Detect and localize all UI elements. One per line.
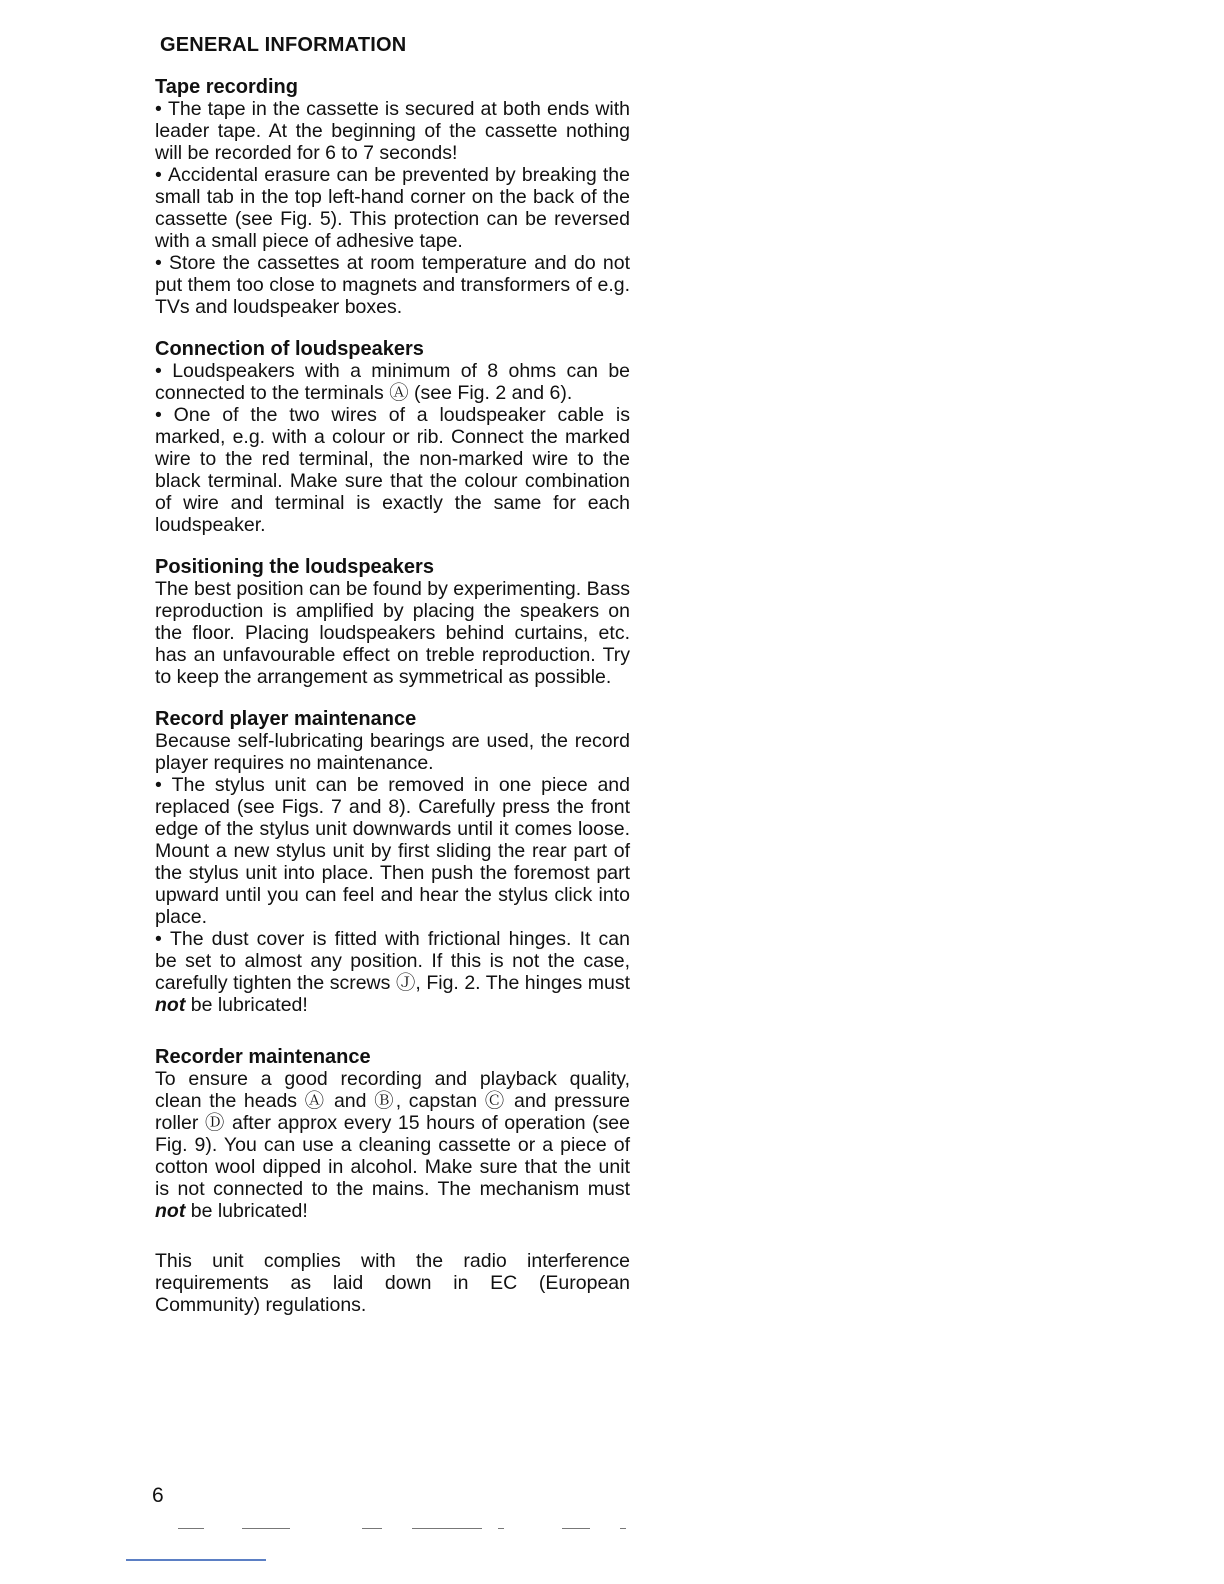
page-number: 6 bbox=[152, 1484, 164, 1507]
emphasis-not: not bbox=[155, 1200, 186, 1222]
section-record-player bbox=[155, 708, 630, 1016]
footer-rule bbox=[126, 1559, 266, 1561]
section-tape-recording bbox=[155, 76, 630, 318]
page-title: GENERAL INFORMATION bbox=[160, 34, 407, 56]
scan-artifact bbox=[178, 1528, 204, 1529]
section-compliance bbox=[155, 1250, 630, 1316]
positioning-text: The best position can be found by experimenting. Bass reproduction is amplified by placing the speakers on the floor. Placing loudspeakers behind curtains, etc. has an unfavourable effect on treble reproduction. Try to keep the arrangement as symmetrical as possible. bbox=[155, 578, 630, 688]
tape-bullet-2: • Accidental erasure can be prevented by breaking the small tab in the top left-hand corner on the back of the cassette (see Fig. 5). This protection can be reversed with a small piece of adhesive tape. bbox=[155, 164, 630, 252]
scan-artifact bbox=[562, 1528, 590, 1529]
section-title-positioning: Positioning the loudspeakers bbox=[155, 556, 434, 578]
section-title-connection: Connection of loudspeakers bbox=[155, 338, 424, 360]
scan-artifact bbox=[412, 1528, 482, 1529]
section-positioning bbox=[155, 556, 630, 688]
scan-artifact bbox=[620, 1528, 626, 1529]
scan-artifact bbox=[498, 1528, 504, 1529]
scan-artifact bbox=[242, 1528, 290, 1529]
connection-bullet-1: • Loudspeakers with a minimum of 8 ohms can be connected to the terminals Ⓐ (see Fig. 2 and 6). bbox=[155, 360, 630, 404]
compliance-text: This unit complies with the radio interference requirements as laid down in EC (European Community) regulations. bbox=[155, 1250, 630, 1316]
recorder-text: To ensure a good recording and playback quality, clean the heads Ⓐ and Ⓑ, capstan Ⓒ and pressure roller Ⓓ after approx every 15 hours of operation (see Fig. 9). You can use a cleaning cassette or a piece of cotton wool dipped in alcohol. Make sure that the unit is not connected to the mains. The mechanism must not be lubricated! bbox=[155, 1068, 630, 1222]
tape-bullet-3: • Store the cassettes at room temperature and do not put them too close to magnets and transformers of e.g. TVs and loudspeaker boxes. bbox=[155, 252, 630, 318]
section-connection bbox=[155, 338, 630, 536]
record-player-text: Because self-lubricating bearings are used, the record player requires no maintenance. bbox=[155, 730, 630, 774]
emphasis-not: not bbox=[155, 994, 186, 1016]
section-title-record-player: Record player maintenance bbox=[155, 708, 417, 730]
scan-artifact bbox=[362, 1528, 382, 1529]
section-recorder bbox=[155, 1046, 630, 1222]
record-player-bullet-1: • The stylus unit can be removed in one piece and replaced (see Figs. 7 and 8). Carefully press the front edge of the stylus unit downwards until it comes loose. Mount a new stylus unit by first sliding the rear part of the stylus unit into place. Then push the foremost part upward until you can feel and hear the stylus click into place. bbox=[155, 774, 630, 928]
record-player-bullet-2: • The dust cover is fitted with frictional hinges. It can be set to almost any position. If this is not the case, carefully tighten the screws Ⓙ, Fig. 2. The hinges must not be lubricated! bbox=[155, 928, 630, 1016]
connection-bullet-2: • One of the two wires of a loudspeaker cable is marked, e.g. with a colour or rib. Connect the marked wire to the red terminal, the non-marked wire to the black terminal. Make sure that the colour combination of wire and terminal is exactly the same for each loudspeaker. bbox=[155, 404, 630, 536]
tape-bullet-1: • The tape in the cassette is secured at both ends with leader tape. At the beginning of the cassette nothing will be recorded for 6 to 7 seconds! bbox=[155, 98, 630, 164]
section-title-recorder: Recorder maintenance bbox=[155, 1046, 371, 1068]
content-column bbox=[155, 76, 630, 1316]
section-title-tape-recording: Tape recording bbox=[155, 76, 298, 98]
